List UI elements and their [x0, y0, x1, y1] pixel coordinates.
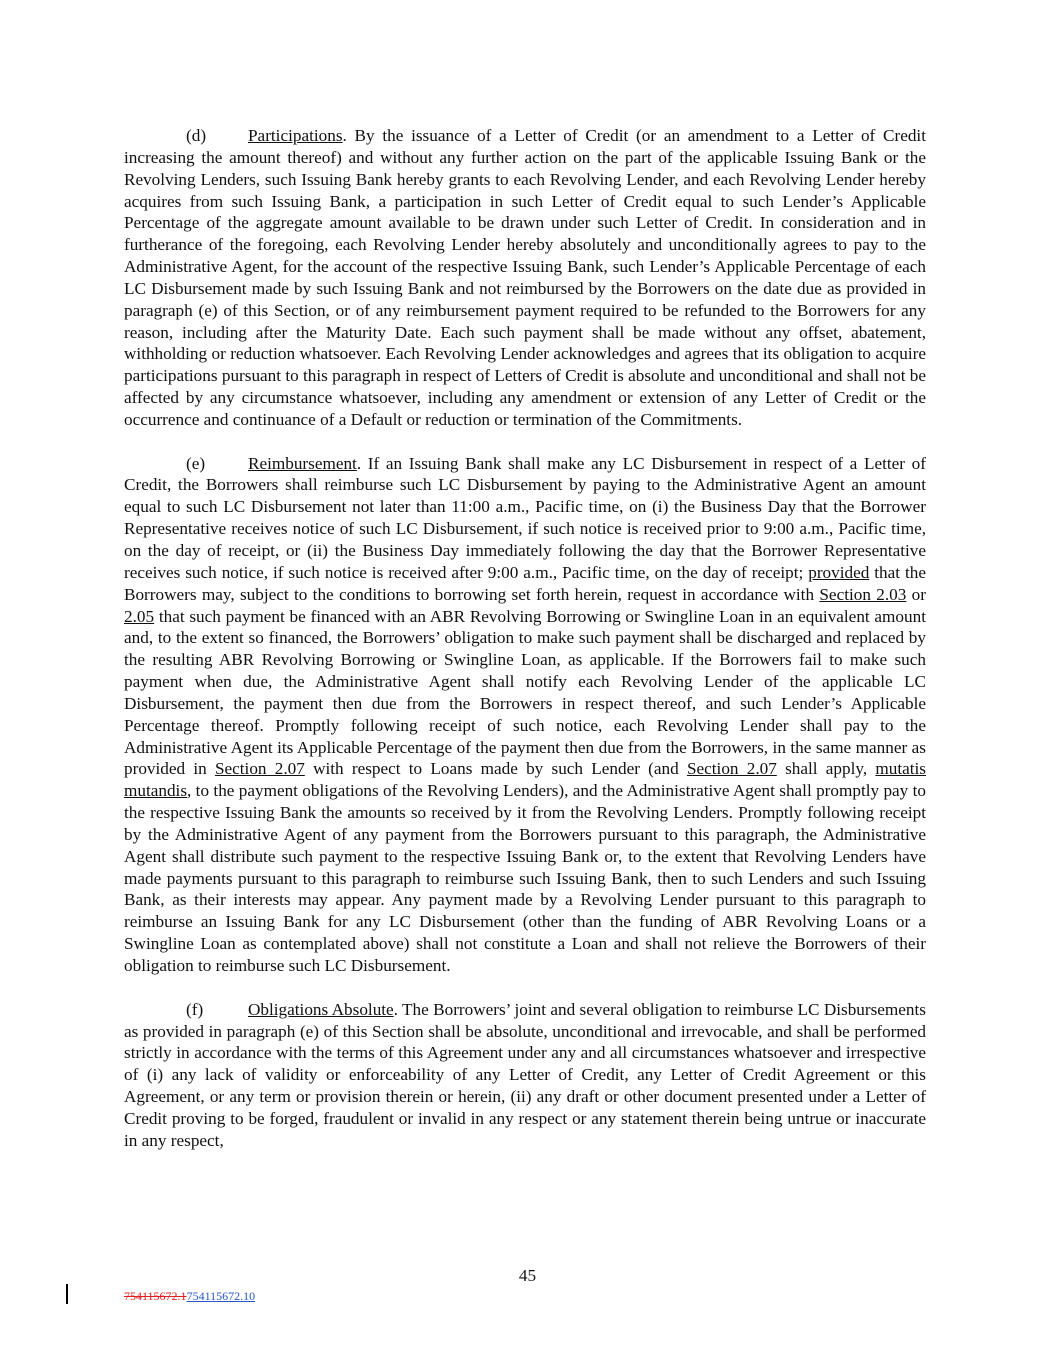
section-f [124, 999, 926, 1152]
section-body: . If an Issuing Bank shall make any LC Disbursement in respect of a Letter of Credit, the Borrowers shall reimburse such LC Disbursement by paying to the Administrative Agent an amount equal to such LC Disbursement not later than 11:00 a.m., Pacific time, on (i) the Business Day that the Borrower Representative receives notice of such LC Disbursement, if such notice is received prior to 9:00 a.m., Pacific time, on the day of receipt, or (ii) the Business Day immediately following the day that the Borrower Representative receives such notice, if such notice is received after 9:00 a.m., Pacific time, on the day of receipt; [124, 453, 926, 582]
change-bar [66, 1284, 68, 1304]
document-id-inserted: 754115672.10 [186, 1289, 256, 1303]
cross-reference: Section 2.07 [686, 759, 777, 779]
document-id-deleted: 754115672.1 [124, 1289, 187, 1303]
section-heading: Participations [248, 126, 343, 145]
section-label: (e) [186, 453, 206, 473]
section-label: (f) [186, 999, 204, 1019]
section-body: with respect to Loans made by such Lender (and [304, 759, 687, 779]
section-body: that the Borrowers may, subject to the conditions to borrowing set forth herein, request in accordance with [124, 562, 927, 604]
section-label: (d) [186, 126, 207, 145]
section-body: . The Borrowers’ joint and several obligation to reimburse LC Disbursements as provided in paragraph (e) of this Section shall be absolute, unconditional and irrevocable, and shall be performed strictly in accordance with the terms of this Agreement under any and all circumstances whatsoever and irrespective of (i) any lack of validity or enforceability of any Letter of Credit, any Letter of Credit Agreement or this Agreement, or any term or provision therein or herein, (ii) any draft or other document presented under a Letter of Credit proving to be forged, fraudulent or invalid in any respect or any statement therein being untrue or inaccurate in any respect, [124, 999, 926, 1150]
document-body [124, 125, 926, 1173]
section-body: shall apply, [776, 759, 876, 779]
section-heading: Obligations Absolute [248, 999, 394, 1019]
cross-reference: 2.05 [124, 606, 155, 626]
section-heading: Reimbursement [248, 453, 357, 473]
page-number: 45 [518, 1266, 537, 1285]
cross-reference: Section 2.07 [214, 759, 305, 779]
underlined-term: provided [808, 562, 870, 582]
section-body: . By the issuance of a Letter of Credit (or an amendment to a Letter of Credit increasing the amount thereof) and without any further action on the part of the applicable Issuing Bank or the Revolving Lenders, such Issuing Bank hereby grants to each Revolving Lender, and each Revolving Lender hereby acquires from such Issuing Bank, a participation in such Letter of Credit equal to such Lender’s Applicable Percentage of the aggregate amount available to be drawn under such Letter of Credit. In consideration and in furtherance of the foregoing, each Revolving Lender hereby absolutely and unconditionally agrees to pay to the Administrative Agent, for the account of the respective Issuing Bank, such Lender’s Applicable Percentage of each LC Disbursement made by such Issuing Bank and not reimbursed by the Borrowers on the date due as provided in paragraph (e) of this Section, or of any reimbursement payment required to be refunded to the Borrowers for any reason, including after the Maturity Date. Each such payment shall be made without any offset, abatement, withholding or reduction whatsoever. Each Revolving Lender acknowledges and agrees that its obligation to acquire participations pursuant to this paragraph in respect of Letters of Credit is absolute and unconditional and shall not be affected by any circumstance whatsoever, including any amendment or extension of any Letter of Credit or the occurrence and continuance of a Default or reduction or termination of the Commitments. [124, 126, 926, 429]
section-body: that such payment be financed with an ABR Revolving Borrowing or Swingline Loan in an equivalent amount and, to the extent so financed, the Borrowers’ obligation to make such payment shall be discharged and replaced by the resulting ABR Revolving Borrowing or Swingline Loan, as applicable. If the Borrowers fail to make such payment when due, the Administrative Agent shall notify each Revolving Lender of the applicable LC Disbursement, the payment then due from the Borrowers in respect thereof, and such Lender’s Applicable Percentage thereof. Promptly following receipt of such notice, each Revolving Lender shall pay to the Administrative Agent its Applicable Percentage of the payment then due from the Borrowers, in the same manner as provided in [124, 606, 926, 779]
section-d [124, 125, 926, 431]
document-id [124, 1289, 255, 1304]
section-body: or [906, 584, 926, 604]
section-e [124, 453, 926, 977]
underlined-term: mutatis mutandis [124, 759, 926, 801]
section-body: , to the payment obligations of the Revolving Lenders), and the Administrative Agent shall promptly pay to the respective Issuing Bank the amounts so received by it from the Revolving Lenders. Promptly following receipt by the Administrative Agent of any payment from the Borrowers pursuant to this paragraph, the Administrative Agent shall distribute such payment to the respective Issuing Bank or, to the extent that Revolving Lenders have made payments pursuant to this paragraph to reimburse such Issuing Bank, then to such Lenders and such Issuing Bank, as their interests may appear. Any payment made by a Revolving Lender pursuant to this paragraph to reimburse an Issuing Bank for any LC Disbursement (other than the funding of ABR Revolving Loans or a Swingline Loan as contemplated above) shall not constitute a Loan and shall not relieve the Borrowers of their obligation to reimburse such LC Disbursement. [124, 781, 926, 976]
cross-reference: Section 2.03 [819, 584, 907, 604]
